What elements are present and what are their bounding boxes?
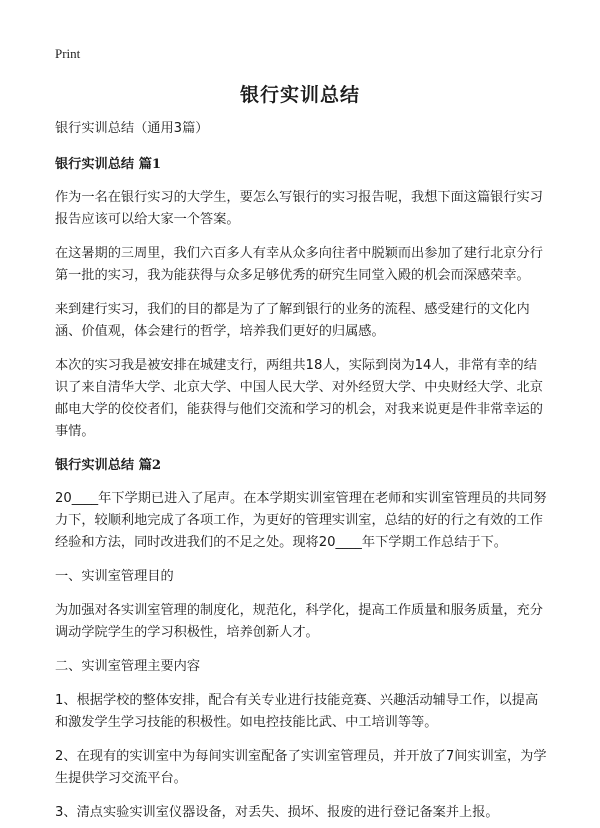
list-item: 1、根据学校的整体安排，配合有关专业进行技能竞赛、兴趣活动辅导工作，以提高和激发学生学习技能的积极性。如电控技能比武、中工培训等等。 (55, 693, 539, 730)
paragraph: 在这暑期的三周里，我们六百多人有幸从众多向往者中脱颖而出参加了建行北京分行第一批的实习，我为能获得与众多足够优秀的研究生同堂入殿的机会而深感荣幸。 (55, 246, 543, 283)
document-subtitle: 银行实训总结（通用3篇） (55, 121, 209, 136)
paragraph: 本次的实习我是被安排在城建支行，两组共18人，实际到岗为14人，非常有幸的结识了来自清华大学、北京大学、中国人民大学、对外经贸大学、中央财经大学、北京邮电大学的佼佼者们，能获得与他们交流和学习的机会，对我来说更是件非常幸运的事情。 (55, 358, 543, 439)
section-heading-2: 银行实训总结 篇2 (55, 458, 162, 473)
document-title: 银行实训总结 (239, 84, 360, 106)
paragraph: 作为一名在银行实习的大学生，要怎么写银行的实习报告呢，我想下面这篇银行实习报告应该可以给大家一个答案。 (55, 190, 543, 227)
print-link[interactable]: Print (55, 46, 81, 61)
list-item: 2、在现有的实训室中为每间实训室配备了实训室管理员，并开放了7间实训室，为学生提供学习交流平台。 (55, 749, 547, 786)
subsection-heading: 一、实训室管理目的 (55, 569, 174, 584)
list-item: 3、清点实验实训室仪器设备，对丢失、损坏、报废的进行登记备案并上报。 (55, 805, 499, 820)
subsection-heading: 二、实训室管理主要内容 (55, 659, 201, 674)
paragraph: 20____年下学期已进入了尾声。在本学期实训室管理在老师和实训室管理员的共同努力下，较顺利地完成了各项工作，为更好的管理实训室，总结的好的行之有效的工作经验和方法，同时改进我们的不足之处。现将20____年下学期工作总结于下。 (55, 491, 547, 550)
paragraph: 为加强对各实训室管理的制度化，规范化，科学化，提高工作质量和服务质量，充分调动学院学生的学习积极性，培养创新人才。 (55, 603, 543, 640)
paragraph: 来到建行实习，我们的目的都是为了了解到银行的业务的流程、感受建行的文化内涵、价值观，体会建行的哲学，培养我们更好的归属感。 (55, 302, 530, 339)
section-heading-1: 银行实训总结 篇1 (55, 157, 162, 172)
document-body (55, 118, 550, 828)
